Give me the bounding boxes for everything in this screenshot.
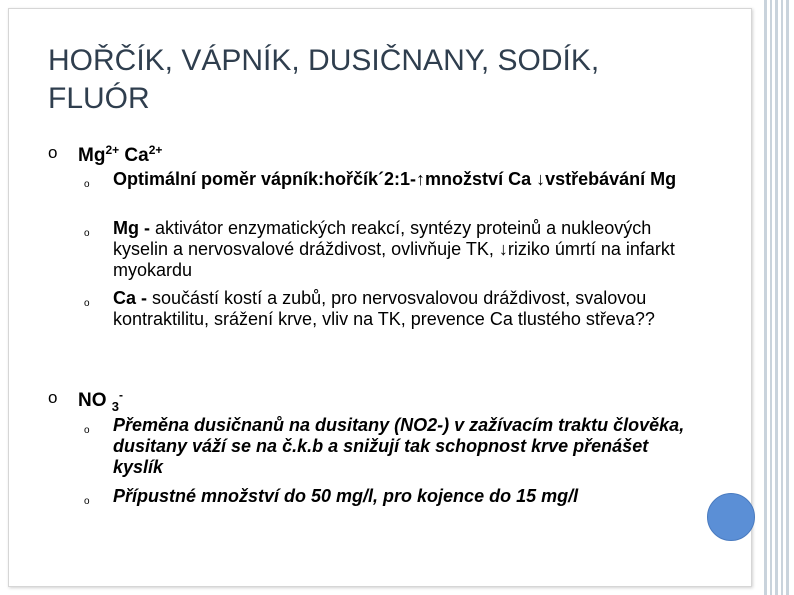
slide-title: HOŘČÍK, VÁPNÍK, DUSIČNANY, SODÍK, FLUÓR bbox=[48, 44, 600, 115]
decorative-stripes bbox=[762, 0, 794, 595]
mg-charge: 2+ bbox=[105, 143, 120, 157]
subitem-text: Optimální poměr vápník:hořčík´2:1-↑množství Ca ↓vstřebávání Mg bbox=[113, 169, 677, 189]
no3-subscript: 3 bbox=[111, 399, 120, 414]
mg-ca-heading bbox=[78, 143, 162, 167]
decorative-circle bbox=[707, 493, 755, 541]
subbullet-marker: o bbox=[84, 179, 90, 190]
subitem-text: Přípustné množství do 50 mg/l, pro kojence do 15 mg/l bbox=[113, 486, 579, 506]
no3-heading: NO $_3$- bbox=[78, 388, 124, 414]
subbullet-marker: o bbox=[84, 228, 90, 239]
mg-label: Mg bbox=[78, 145, 106, 166]
subbullet-marker: o bbox=[84, 425, 90, 436]
no3-charge: - bbox=[119, 388, 124, 402]
subitem-text: Ca - součástí kostí a zubů, pro nervosvalovou dráždivost, svalovou kontraktilitu, srážení krve, vliv na TK, prevence Ca tlustého střeva?? bbox=[113, 288, 655, 329]
subitem-limit bbox=[84, 486, 684, 508]
subitem-ca bbox=[84, 288, 684, 352]
subitem-conversion bbox=[84, 415, 684, 479]
ca-charge: 2+ bbox=[148, 143, 163, 157]
subbullet-marker: o bbox=[84, 298, 90, 309]
subitem-text: Mg - aktivátor enzymatických reakcí, syntézy proteinů a nukleových kyselin a nervosvalové dráždivost, ovlivňuje TK, ↓riziko úmrtí na infarkt myokardu bbox=[113, 218, 675, 280]
bullet-marker: o bbox=[48, 388, 58, 407]
subitem-mg bbox=[84, 218, 684, 282]
bullet-marker: o bbox=[48, 143, 58, 162]
ca-label: Ca bbox=[124, 145, 149, 166]
subitem-ratio bbox=[84, 169, 684, 211]
subitem-text: Přeměna dusičnanů na dusitany (NO2-) v zažívacím traktu člověka, dusitany váží se na č.k.b a snižují tak schopnost krve přenášet kyslík bbox=[113, 415, 685, 477]
subbullet-marker: o bbox=[84, 496, 90, 507]
